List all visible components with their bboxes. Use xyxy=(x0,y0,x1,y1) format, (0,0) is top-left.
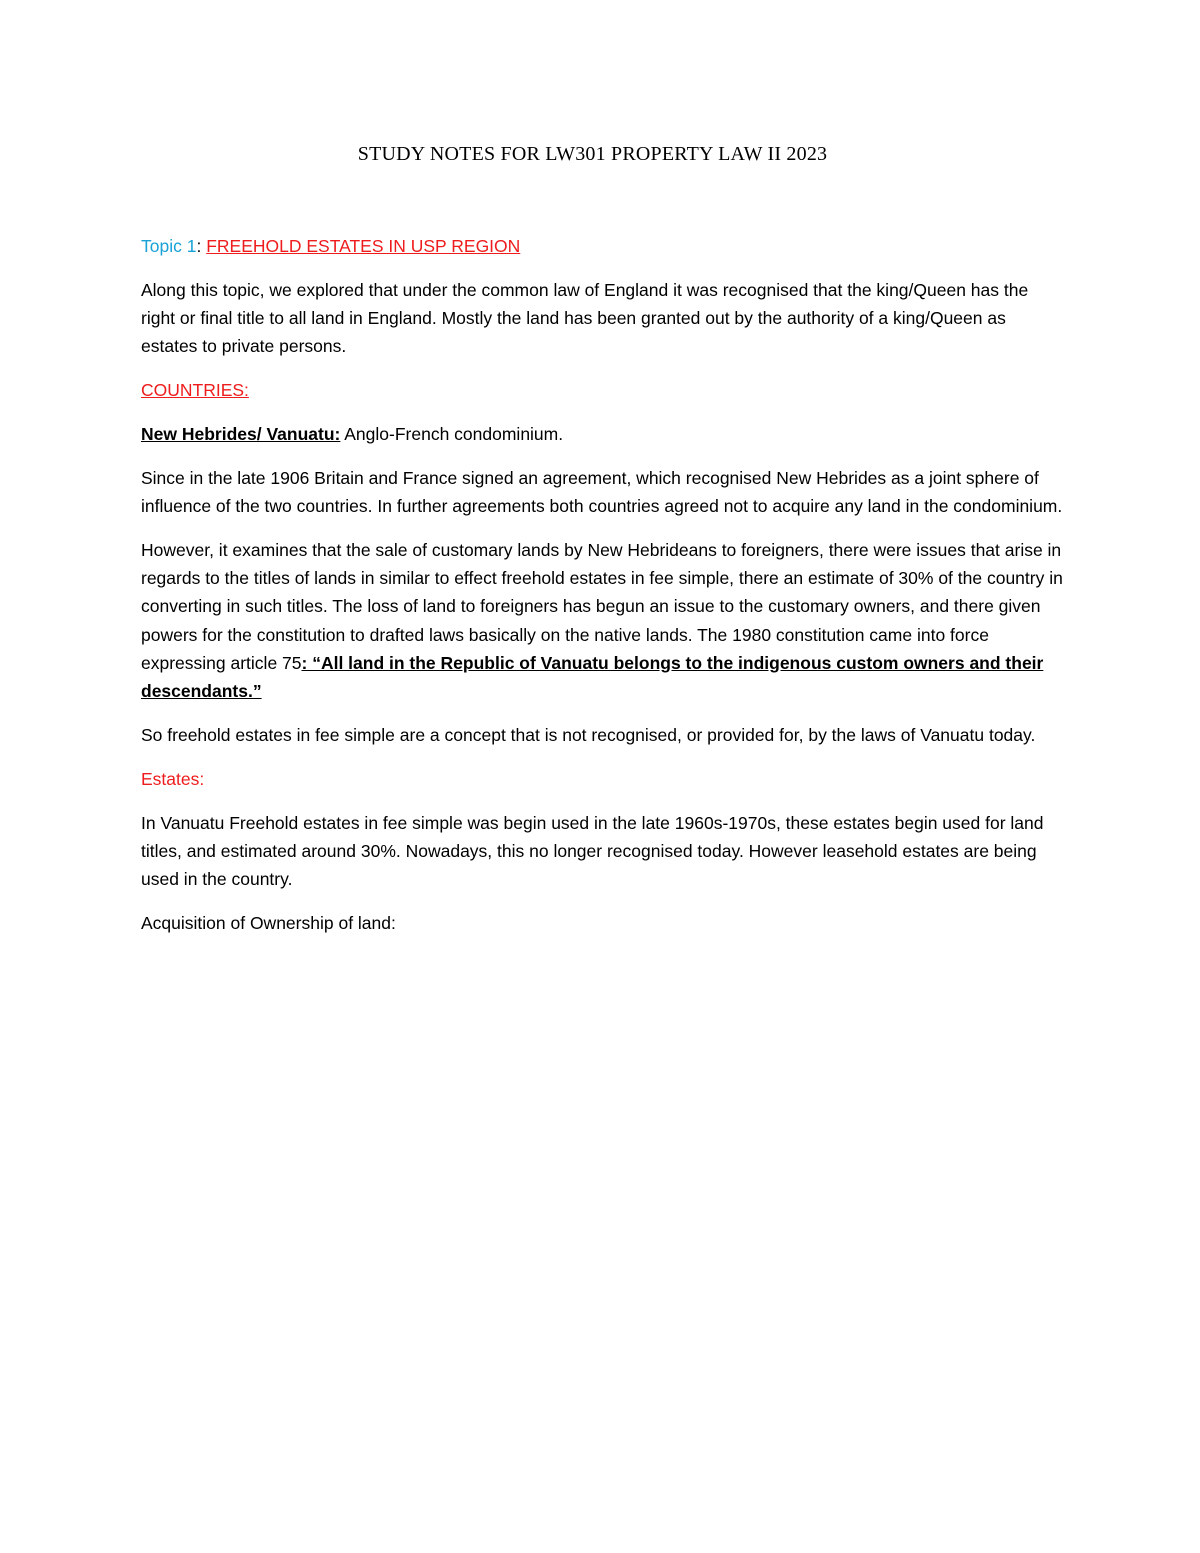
topic-title: FREEHOLD ESTATES IN USP REGION xyxy=(206,236,521,256)
countries-heading: COUNTRIES: xyxy=(141,380,249,401)
customary-lands-text: However, it examines that the sale of customary lands by New Hebrideans to foreigners, there were issues that arise in regards to the titles of lands in similar to effect freehold estates in fee simple, there an estimate of 30% of the country in converting in such titles. The loss of land to foreigners has begun an issue to the customary owners, and there given powers for the constitution to drafted laws basically on the native lands. The 1980 constitution came into force expressing article 75 xyxy=(141,539,1063,674)
estates-paragraph: In Vanuatu Freehold estates in fee simple was begin used in the late 1960s-1970s, these estates begin used for land titles, and estimated around 30%. Nowadays, this no longer recognised today. However leasehold estates are being used in the country. xyxy=(141,812,1044,890)
fee-simple-paragraph: So freehold estates in fee simple are a concept that is not recognised, or provided for, by the laws of Vanuatu today. xyxy=(141,725,1036,746)
document-body xyxy=(141,232,1066,953)
acquisition-heading: Acquisition of Ownership of land: xyxy=(141,913,396,934)
document-title: STUDY NOTES FOR LW301 PROPERTY LAW II 2023 xyxy=(357,143,828,165)
vanuatu-text: Anglo-French condominium. xyxy=(340,423,564,444)
intro-paragraph: Along this topic, we explored that under the common law of England it was recognised that the king/Queen has the right or final title to all land in England. Mostly the land has been granted out by the authority of a king/Queen as estates to private persons. xyxy=(141,279,1029,357)
topic-heading xyxy=(141,232,1066,260)
vanuatu-label: New Hebrides/ Vanuatu: xyxy=(141,423,341,444)
estates-heading: Estates: xyxy=(141,768,205,789)
topic-colon: : xyxy=(196,236,202,256)
customary-lands-paragraph xyxy=(141,536,1066,706)
agreement-paragraph: Since in the late 1906 Britain and France signed an agreement, which recognised New Hebrides as a joint sphere of influence of the two countries. In further agreements both countries agreed not to acquire any land in the condominium. xyxy=(141,467,1063,517)
article-75-quote: : “All land in the Republic of Vanuatu belongs to the indigenous custom owners and their descendants.” xyxy=(141,653,1044,702)
vanuatu-line xyxy=(141,420,1066,448)
topic-prefix: Topic 1 xyxy=(141,236,197,256)
